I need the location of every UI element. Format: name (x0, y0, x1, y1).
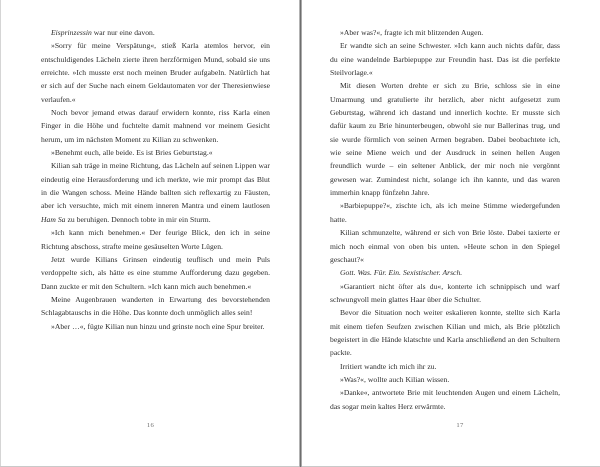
paragraph (41, 146, 270, 159)
page-number-right: 17 (456, 422, 464, 429)
paragraph (330, 360, 560, 373)
paragraph (330, 199, 560, 226)
paragraph (330, 26, 560, 39)
paragraph (41, 39, 270, 106)
page-number-left: 16 (146, 422, 155, 429)
text-run: zu beruhigen. Dennoch tobte in mir ein Sturm. (65, 214, 211, 224)
text-run: Er wandte sich an seine Schwester. »Ich kann auch nichts dafür, dass du eine wandelnde Barbiepuppe zur Freundin hast. Das ist die perfekte Steilvorlage.« (330, 41, 560, 78)
text-run: »Aber …«, fügte Kilian nun hinzu und grinste noch eine Spur breiter. (51, 321, 265, 331)
paragraph (41, 226, 270, 253)
text-run: »Aber was?«, fragte ich mit blitzenden Augen. (340, 28, 484, 37)
paragraph (330, 306, 560, 359)
text-run: Irritiert wandte ich mich ihr zu. (340, 361, 437, 371)
paragraph (330, 386, 560, 413)
text-run: Noch bevor jemand etwas darauf erwidern konnte, riss Karla einen Finger in die Höhe und fuchtelte damit mahnend vor meinem Gesicht herum, um im nächsten Moment zu Kilian zu schwenken. (41, 108, 270, 144)
paragraph (41, 26, 270, 39)
paragraph (41, 320, 270, 333)
text-run: »Barbiepuppe?«, zischte ich, als ich meine Stimme wiedergefunden hatte. (330, 201, 560, 224)
text-run: Kilian sah träge in meine Richtung, das Lächeln auf seinen Lippen war eindeutig eine Herausforderung und ich merkte, wie mir prompt das Blut in die Wangen schoss. Meine Hände ballten sich reflexartig zu Fäusten, aber ich versuchte, mich mit einem inneren Mantra und einem lautlosen (41, 161, 270, 211)
paragraph (41, 293, 270, 320)
italic-run: Gott. Was. Für. Ein. Sexistischer. Arsch. (340, 268, 463, 278)
text-run: »Garantiert nicht öfter als du«, konterte ich schnippisch und warf schwungvoll mein glattes Haar über die Schulter. (330, 281, 560, 304)
text-run: »Ich kann mich benehmen.« Der feurige Blick, den ich in seine Richtung abschoss, strafte meine gesäuselten Worte Lügen. (41, 228, 270, 251)
book-gutter (299, 0, 302, 467)
page-right-text-block (330, 26, 560, 413)
text-run: »Benehmt euch, alle beide. Es ist Bries Geburtstag.« (51, 148, 213, 158)
italic-run: Ham Sa (41, 214, 66, 224)
text-run: Mit diesen Worten drehte er sich zu Brie, schloss sie in eine Umarmung und gratulierte ihr herzlich, aber nicht aufgesetzt zum Geburtstag, während ich dastand und innerlich kochte. Er musste sich dafür kaum zu Brie hinunterbeugen, obwohl sie nur Ballerinas trug, und sie wurde förmlich von seinen Armen begraben. Dabei beobachtete ich, wie seine Miene weich und der Ausdruck in seinen hellen Augen freundlich wurde – ein seltener Anblick, der mir noch nie vergönnt gewesen war. Zumindest nicht, solange ich ihn kannte, und das waren immerhin knapp fünfzehn Jahre. (330, 81, 560, 198)
text-run: Meine Augenbrauen wanderten in Erwartung des bevorstehenden Schlagabtauschs in die Höhe. Das konnte doch unmöglich alles sein! (41, 294, 270, 318)
paragraph (41, 159, 270, 226)
text-run: »Was?«, wollte auch Kilian wissen. (340, 374, 450, 384)
paragraph (330, 39, 560, 79)
paragraph (41, 253, 270, 293)
paragraph (330, 373, 560, 386)
italic-run: Eisprinzessin (51, 28, 92, 37)
text-run: Kilian schmunzelte, während er sich von Brie löste. Dabei taxierte er mich noch einmal von oben bis unten. »Heute schon in den Spiegel geschaut?« (330, 228, 560, 264)
page-left-text-block (41, 26, 270, 333)
book-page-right (300, 0, 600, 467)
paragraph (41, 106, 270, 146)
text-run: war nur eine davon. (91, 28, 155, 37)
paragraph (330, 280, 560, 307)
text-run: Jetzt wurde Kilians Grinsen eindeutig teuflisch und mein Puls verdoppelte sich, als hätte es eine stumme Aufforderung dazu gegeben. Dann zuckte er mit den Schultern. »Ich kann mich auch benehmen.« (41, 254, 270, 291)
text-run: »Sorry für meine Verspätung«, stieß Karla atemlos hervor, ein entschuldigendes Lächeln zierte ihren herzförmigen Mund, sobald sie uns erreichte. »Ich musste erst noch meinen Bruder aufgabeln. Natürlich hat er sich auf der Suche nach einem Geldautomaten vor der Theresienwiese verlaufen.« (41, 41, 270, 104)
text-run: »Danke«, antwortete Brie mit leuchtenden Augen und einem Lächeln, das sogar mein kaltes Herz erwärmte. (330, 388, 560, 411)
paragraph (330, 266, 560, 279)
text-run: Bevor die Situation noch weiter eskalieren konnte, stellte sich Karla mit einem tiefen Seufzen zwischen Kilian und mich, als Brie plötzlich begeistert in die Hände klatschte und Karla anschließend an den Schultern packte. (330, 308, 560, 358)
paragraph (330, 226, 560, 266)
paragraph (330, 79, 560, 199)
